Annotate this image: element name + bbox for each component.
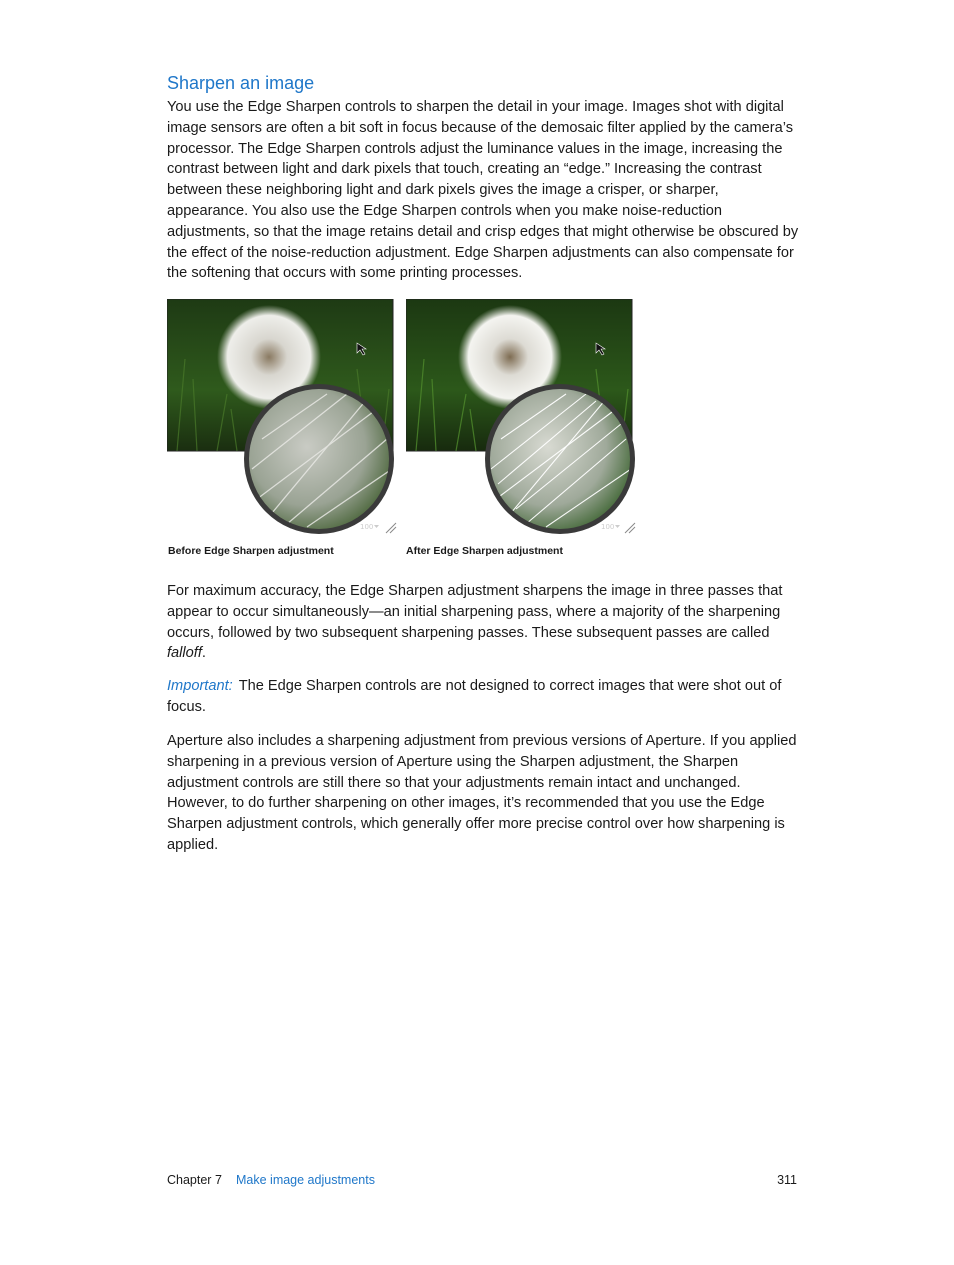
before-image (167, 299, 399, 537)
falloff-term: falloff (167, 645, 202, 662)
important-note (167, 676, 799, 718)
after-image (406, 299, 638, 537)
footer-chapter: Chapter 7 (167, 1173, 222, 1187)
falloff-text: For maximum accuracy, the Edge Sharpen adjustment sharpens the image in three passes that appear to occur simultaneously—an initial sharpening pass, where a majority of the sharpening occurs, followed by two subsequent sharpening passes. These subsequent passes are called (167, 583, 783, 641)
before-caption: Before Edge Sharpen adjustment (168, 545, 334, 557)
section-heading: Sharpen an image (167, 73, 315, 93)
falloff-paragraph (167, 581, 787, 664)
before-figure (167, 299, 399, 537)
falloff-end: . (201, 645, 206, 662)
intro-paragraph: You use the Edge Sharpen controls to sharpen the detail in your image. Images shot with digital image sensors are often a bit soft in focus because of the demosaic filter applied by the camera’s processor. The Edge Sharpen controls adjust the luminance values in the image, increasing the contrast between light and dark pixels that touch, creating an “edge.” Increasing the contrast between these neighboring light and dark pixels gives the image a crisper, or sharper, appearance. You also use the Edge Sharpen controls when you make noise-reduction adjustments, so that the image retains detail and crisp edges that might otherwise be obscured by the effect of the noise-reduction adjustment. Edge Sharpen adjustments can also compensate for the softening that occurs with some printing processes. (167, 99, 799, 282)
legacy-paragraph: Aperture also includes a sharpening adjustment from previous versions of Aperture. If you applied sharpening in a previous version of Aperture using the Sharpen adjustment, the Sharpen adjustment controls are still there so that your adjustments remain intact and unchanged. However, to do further sharpening on other images, it’s recommended that you use the Edge Sharpen adjustment controls, which generally offer more precise control over how sharpening is applied. (167, 733, 797, 853)
important-label: Important: (167, 678, 233, 694)
footer-chapter-link[interactable]: Make image adjustments (236, 1173, 375, 1187)
after-zoom-label: 100 (601, 523, 615, 531)
after-figure (406, 299, 638, 537)
before-zoom-label: 100 (360, 523, 374, 531)
important-text: The Edge Sharpen controls are not designed to correct images that were shot out of focus. (167, 678, 782, 715)
page-number: 311 (777, 1173, 797, 1187)
after-caption: After Edge Sharpen adjustment (406, 545, 563, 557)
